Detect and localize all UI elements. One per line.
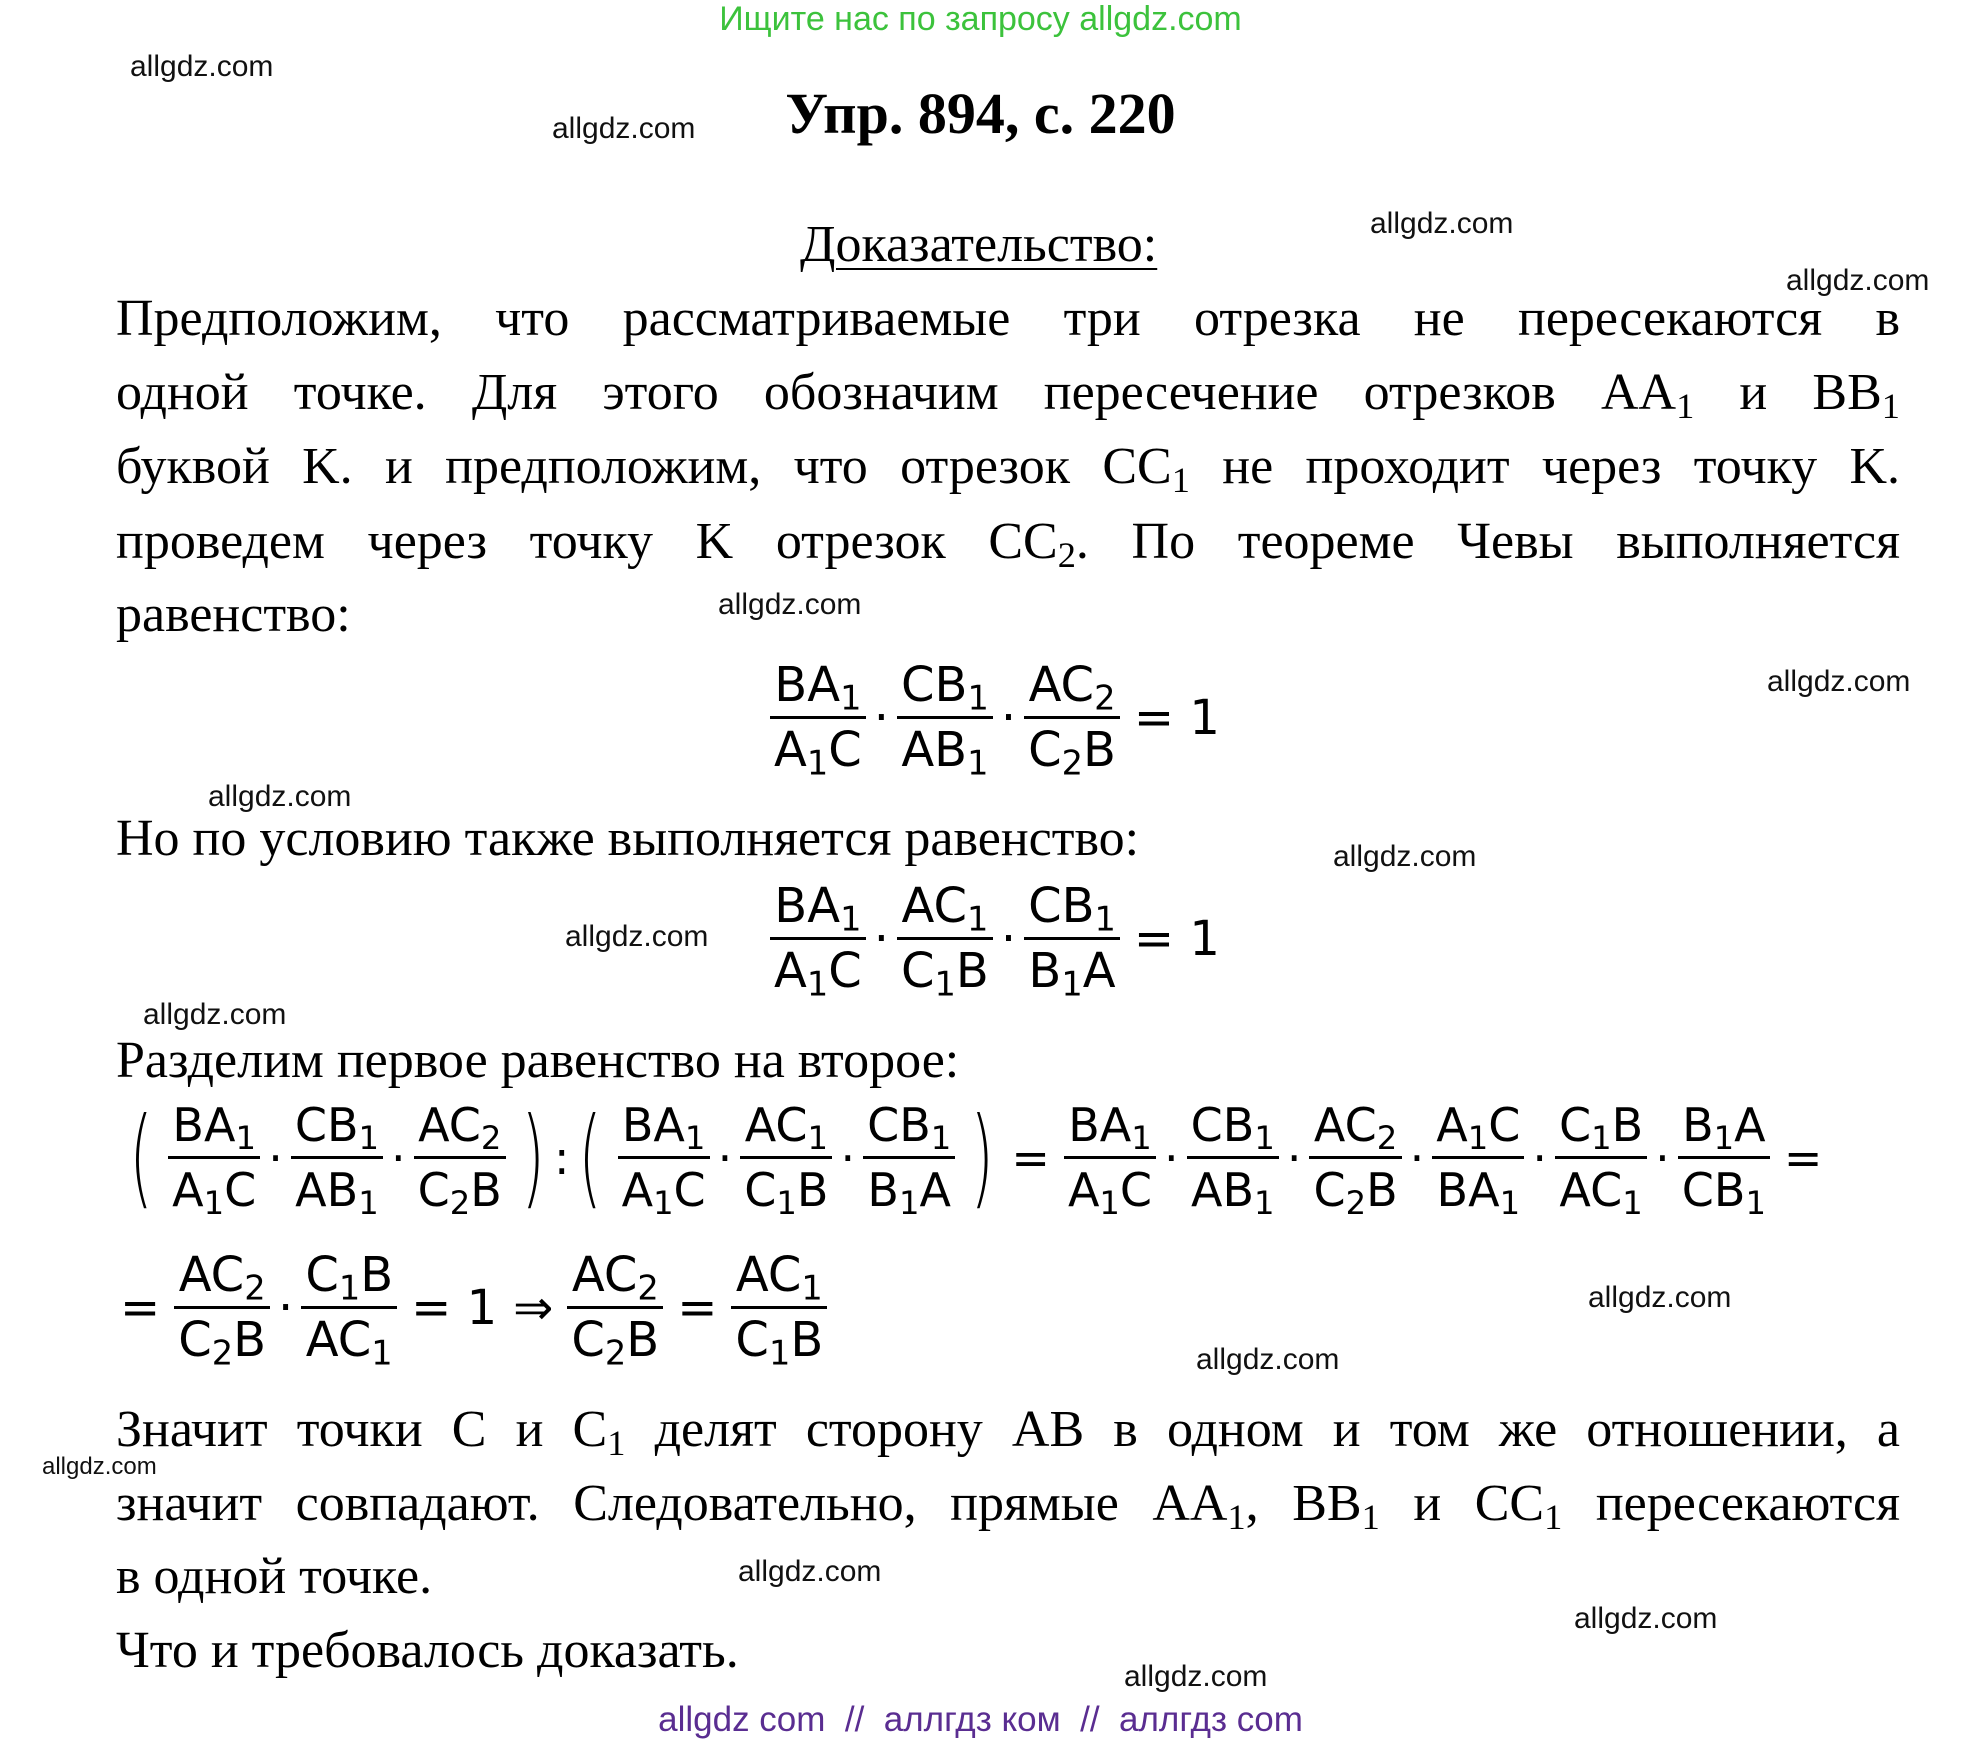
math-term: B (1082, 722, 1116, 778)
dot-operator: · (1164, 1130, 1179, 1185)
subscript: 1 (1544, 1497, 1563, 1538)
math-term: B (626, 1312, 660, 1368)
fraction (1187, 1094, 1279, 1221)
dot-operator: · (873, 689, 889, 746)
equals-sign: = (1011, 1130, 1050, 1185)
paren: ( (578, 1094, 603, 1220)
text-span: значит совпадают. Следовательно, прямые AA (116, 1475, 1228, 1532)
math-term: BA (621, 1098, 685, 1152)
math-term: A (1067, 1163, 1100, 1217)
math-term: C (828, 722, 862, 778)
subscript: 2 (1094, 678, 1116, 718)
subscript: 1 (371, 1333, 393, 1373)
dot-operator: · (1532, 1130, 1547, 1185)
fraction (863, 1094, 955, 1221)
math-term (770, 719, 866, 781)
math-term (731, 1309, 827, 1371)
watermark: allgdz.com (1588, 1281, 1732, 1314)
math-term: AB (295, 1163, 359, 1217)
math-term (897, 940, 993, 1002)
math-term: AC (1559, 1163, 1623, 1217)
math-term: CB (1190, 1098, 1255, 1152)
text-line (116, 356, 1900, 430)
fraction (770, 875, 866, 1002)
subscript: 1 (1094, 899, 1116, 939)
math-term (740, 1159, 832, 1221)
colon-operator: : (553, 1130, 570, 1185)
subscript: 2 (211, 1333, 234, 1373)
watermark: allgdz.com (1124, 1660, 1268, 1693)
text-line (116, 1393, 1900, 1467)
math-term: A (1734, 1098, 1766, 1152)
math-term: AB (901, 722, 968, 778)
subscript: 1 (967, 678, 989, 718)
math-term: C (744, 1163, 777, 1217)
fraction (174, 1244, 270, 1371)
subscript: 1 (1061, 964, 1083, 1004)
text-line: равенство: (116, 586, 351, 643)
math-term (1678, 1159, 1770, 1221)
math-term: AC (305, 1312, 372, 1368)
math-term: AC (1313, 1098, 1377, 1152)
math-term: B (790, 1312, 824, 1368)
math-term (174, 1309, 270, 1371)
math-term: B (233, 1312, 267, 1368)
math-term (291, 1094, 383, 1156)
math-term: C (1119, 1163, 1153, 1217)
math-term (1024, 875, 1120, 937)
math-term (1187, 1094, 1279, 1156)
subscript: 1 (1171, 460, 1190, 501)
math-term: C (305, 1247, 339, 1303)
math-term: A (774, 943, 807, 999)
math-term (1555, 1159, 1646, 1221)
math-term: A (1082, 943, 1116, 999)
math-term (897, 875, 992, 937)
math-term (168, 1159, 260, 1221)
dot-operator: · (1286, 1130, 1302, 1185)
subscript: 1 (1622, 1184, 1643, 1223)
subscript: 1 (967, 743, 989, 783)
top-banner: Ищите нас по запросу allgdz.com (719, 0, 1242, 38)
watermark: allgdz.com (1767, 665, 1911, 698)
subscript: 1 (338, 1268, 361, 1308)
math-term: B (955, 943, 989, 999)
subscript: 2 (1057, 535, 1076, 576)
math-term (863, 1159, 955, 1221)
math-term: B (1611, 1098, 1644, 1152)
math-term: C (224, 1163, 257, 1217)
text-span: делят сторону AB в одном и том же отношении, а (625, 1401, 1900, 1458)
dot-operator: · (268, 1130, 283, 1185)
math-term (301, 1244, 397, 1306)
equation-division (120, 1094, 1830, 1221)
math-term (1187, 1159, 1279, 1221)
math-term (414, 1159, 506, 1221)
math-term: BA (774, 657, 841, 713)
fraction (168, 1094, 260, 1221)
math-term: B (796, 1163, 829, 1217)
subscript: 1 (768, 1333, 791, 1373)
subscript: 1 (806, 964, 829, 1004)
watermark: allgdz.com (1786, 264, 1930, 297)
watermark: allgdz.com (1333, 840, 1477, 873)
subscript: 1 (840, 899, 862, 939)
subscript: 1 (1254, 1184, 1275, 1223)
paren: ) (970, 1094, 994, 1220)
subscript: 1 (235, 1119, 256, 1158)
math-term: AC (178, 1247, 245, 1303)
dot-operator: · (278, 1279, 294, 1336)
conclusion-line: Что и требовалось доказать. (116, 1622, 739, 1679)
fraction (301, 1244, 397, 1371)
math-term: B (867, 1163, 899, 1217)
equals-one: = 1 (1133, 689, 1220, 746)
math-term: BA (172, 1098, 236, 1152)
equation-ceva (764, 654, 1228, 781)
math-term: C (178, 1312, 212, 1368)
subscript: 1 (1361, 1497, 1380, 1538)
math-term (1064, 1094, 1156, 1156)
math-term: A (774, 722, 807, 778)
math-term: A (621, 1163, 654, 1217)
math-term (175, 1244, 270, 1306)
math-term (618, 1094, 710, 1156)
math-term: C (828, 943, 862, 999)
subscript: 1 (801, 1268, 823, 1308)
math-term (741, 1094, 832, 1156)
math-term: AC (571, 1247, 638, 1303)
subscript: 1 (898, 1184, 920, 1223)
paren: ( (129, 1094, 153, 1220)
math-term (1064, 1159, 1156, 1221)
fraction (1309, 1094, 1401, 1221)
math-term (414, 1094, 505, 1156)
text-line: Предположим, что рассматриваемые три отрезка не пересекаются в (116, 290, 1900, 347)
math-term: CB (867, 1098, 931, 1152)
text-line: в одной точке. (116, 1548, 433, 1605)
subscript: 1 (1499, 1184, 1521, 1223)
subscript: 1 (358, 1119, 380, 1158)
equals-sign: = (1783, 1130, 1823, 1185)
math-term: BA (774, 878, 841, 934)
text-span: Значит точки C и C (116, 1401, 608, 1458)
subscript: 1 (1676, 386, 1695, 427)
dot-operator: · (1000, 689, 1017, 746)
math-term: B (1028, 943, 1062, 999)
fraction (1024, 654, 1120, 781)
text-span: и CC (1379, 1475, 1545, 1532)
math-term: BA (1436, 1163, 1500, 1217)
math-term: C (901, 943, 935, 999)
text-line (116, 430, 1900, 504)
fraction (731, 1244, 827, 1371)
fraction (1024, 875, 1120, 1002)
subscript: 1 (1254, 1119, 1275, 1158)
equation-result (112, 1244, 833, 1371)
watermark: allgdz.com (1196, 1343, 1340, 1376)
subscript: 1 (1131, 1119, 1152, 1158)
math-term: B (470, 1163, 502, 1217)
math-term: C (673, 1163, 706, 1217)
math-term (1555, 1094, 1647, 1156)
proof-heading: Доказательство: (800, 216, 1158, 273)
dot-operator: · (873, 910, 889, 967)
math-term: B (360, 1247, 394, 1303)
equals-one: = 1 (1133, 910, 1220, 967)
text-line (116, 1467, 1900, 1541)
watermark: allgdz.com (738, 1555, 882, 1588)
math-term: A (1436, 1098, 1468, 1152)
fraction (1678, 1094, 1770, 1221)
subscript: 1 (1713, 1119, 1735, 1158)
subscript: 1 (807, 1119, 829, 1158)
text-line (116, 505, 1900, 579)
math-term (567, 1309, 663, 1371)
text-span: . По теореме Чевы выполняется (1075, 513, 1900, 570)
fraction (1064, 1094, 1156, 1221)
math-term (1432, 1094, 1524, 1156)
math-term: A (172, 1163, 204, 1217)
bottom-banner: allgdz com // аллгдз ком // аллгдз com (658, 1700, 1303, 1739)
math-term (897, 654, 993, 716)
subscript: 1 (806, 743, 829, 783)
math-term: C (571, 1312, 605, 1368)
fraction (291, 1094, 383, 1221)
subscript: 2 (637, 1268, 659, 1308)
subscript: 2 (604, 1333, 627, 1373)
math-term: AC (418, 1098, 481, 1152)
math-term: AC (744, 1098, 808, 1152)
text-span: не проходит через точку K. (1189, 438, 1901, 495)
subscript: 1 (1467, 1119, 1489, 1158)
watermark: allgdz.com (552, 112, 696, 145)
fraction (770, 654, 866, 781)
subscript: 1 (607, 1423, 626, 1464)
math-term (618, 1159, 710, 1221)
math-term (568, 1244, 663, 1306)
math-term (732, 1244, 827, 1306)
paren: ) (521, 1094, 545, 1220)
subscript: 1 (1099, 1184, 1120, 1223)
text-span: проведем через точку K отрезок CC (116, 513, 1058, 570)
equals-sign: = (677, 1279, 718, 1336)
fraction (1555, 1094, 1647, 1221)
watermark: allgdz.com (1370, 207, 1514, 240)
subscript: 2 (1345, 1184, 1367, 1223)
subscript: 1 (203, 1184, 225, 1223)
math-term (291, 1159, 383, 1221)
subscript: 2 (244, 1268, 266, 1308)
math-term: BA (1068, 1098, 1132, 1152)
math-term (302, 1309, 397, 1371)
subscript: 2 (449, 1184, 471, 1223)
subscript: 2 (1376, 1119, 1398, 1158)
fraction (897, 875, 993, 1002)
math-term (1025, 654, 1120, 716)
math-term (897, 719, 992, 781)
math-term (770, 654, 865, 716)
fraction (414, 1094, 506, 1221)
subscript: 1 (1591, 1119, 1612, 1158)
fraction (740, 1094, 832, 1221)
math-term (1309, 1159, 1401, 1221)
text-span: буквой K. и предположим, что отрезок CC (116, 438, 1172, 495)
math-term (770, 875, 865, 937)
math-term: CB (1028, 878, 1095, 934)
dot-operator: · (1000, 910, 1017, 967)
equals-sign: = (120, 1279, 161, 1336)
equation-condition (764, 875, 1228, 1002)
math-term: C (1313, 1163, 1346, 1217)
dot-operator: · (717, 1130, 733, 1185)
watermark: allgdz.com (1574, 1602, 1718, 1635)
subscript: 1 (1881, 386, 1900, 427)
math-term: C (1558, 1098, 1592, 1152)
subscript: 1 (684, 1119, 706, 1158)
subscript: 1 (653, 1184, 674, 1223)
math-term: CB (1681, 1163, 1746, 1217)
math-term: C (1028, 722, 1062, 778)
watermark: allgdz.com (130, 50, 274, 83)
math-term (1310, 1094, 1401, 1156)
subscript: 1 (966, 899, 989, 939)
math-term: AC (735, 1247, 802, 1303)
subscript: 2 (1061, 743, 1083, 783)
watermark: allgdz.com (143, 998, 287, 1031)
math-term (863, 1094, 955, 1156)
subscript: 1 (930, 1119, 952, 1158)
text-line: Разделим первое равенство на второе: (116, 1032, 960, 1089)
math-term (168, 1094, 260, 1156)
equals-one: = 1 (411, 1279, 498, 1336)
subscript: 1 (840, 678, 862, 718)
text-span: и BB (1694, 364, 1882, 421)
subscript: 1 (1745, 1184, 1766, 1223)
math-term: CB (901, 657, 968, 713)
math-term (1024, 719, 1120, 781)
fraction (618, 1094, 710, 1221)
math-term (1024, 940, 1119, 1002)
math-term: AC (901, 878, 967, 934)
math-term (1433, 1159, 1525, 1221)
subscript: 1 (776, 1184, 797, 1223)
watermark: allgdz.com (42, 1453, 157, 1480)
math-term: AB (1190, 1163, 1255, 1217)
text-span: пересекаются (1562, 1475, 1900, 1532)
exercise-title: Упр. 894, с. 220 (785, 81, 1176, 146)
math-term: B (1682, 1098, 1714, 1152)
text-span: , BB (1245, 1475, 1362, 1532)
watermark: allgdz.com (208, 780, 352, 813)
math-term: AC (1028, 657, 1095, 713)
math-term: C (417, 1163, 450, 1217)
watermark: allgdz.com (565, 920, 709, 953)
fraction (567, 1244, 663, 1371)
dot-operator: · (840, 1130, 856, 1185)
implies-symbol: ⇒ (513, 1279, 554, 1336)
subscript: 1 (934, 964, 956, 1004)
subscript: 1 (358, 1184, 379, 1223)
dot-operator: · (1655, 1130, 1670, 1185)
math-term (770, 940, 866, 1002)
math-term: C (1488, 1098, 1521, 1152)
math-term: CB (294, 1098, 359, 1152)
dot-operator: · (1409, 1130, 1425, 1185)
math-term: C (735, 1312, 769, 1368)
watermark: allgdz.com (718, 588, 862, 621)
math-term: A (919, 1163, 951, 1217)
text-span: одной точке. Для этого обозначим пересечение отрезков AA (116, 364, 1677, 421)
math-term (1678, 1094, 1770, 1156)
subscript: 2 (480, 1119, 502, 1158)
text-line: Но по условию также выполняется равенство: (116, 810, 1140, 867)
dot-operator: · (391, 1130, 406, 1185)
fraction (897, 654, 993, 781)
math-term: B (1366, 1163, 1398, 1217)
fraction (1432, 1094, 1524, 1221)
subscript: 1 (1227, 1497, 1246, 1538)
